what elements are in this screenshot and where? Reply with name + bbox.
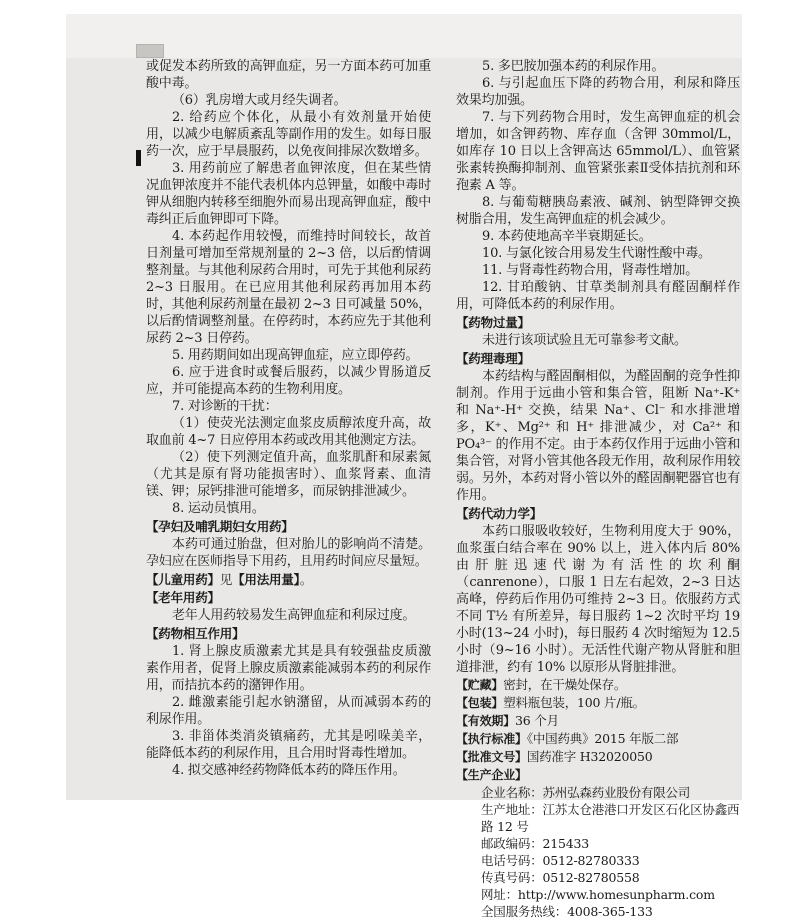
meta-label: 【执行标准】: [456, 732, 527, 746]
heading-text: 见: [219, 572, 233, 587]
paragraph: 本药可通过胎盘，但对胎儿的影响尚不清楚。孕妇应在医师指导下用药，且用药时间应尽量短。: [146, 537, 431, 569]
paragraph: 8. 与葡萄糖胰岛素液、碱剂、钠型降钾交换树脂合用，发生高钾血症的机会减少。: [456, 195, 740, 227]
manufacturer-postcode: 邮政编码：215433: [481, 836, 590, 851]
meta-label: 【有效期】: [456, 714, 516, 728]
top-bleed-strip: [66, 14, 742, 58]
paragraph: 9. 本药使地高辛半衰期延长。: [482, 229, 652, 244]
meta-package: [456, 694, 740, 712]
meta-approval-number: [456, 748, 740, 766]
section-heading: 【药理毒理】: [456, 351, 530, 366]
meta-label: 【批准文号】: [456, 750, 527, 764]
meta-shelf-life: [456, 712, 740, 730]
paragraph: 4. 本药起作用较慢，而维持时间较长，故首日剂量可增加至常规剂量的 2~3 倍，以后酌情调整剂量。与其他利尿药合用时，可先于其他利尿药 2~3 日服用。在已应用其他利尿药再加用本药时，其他利尿药剂量在最初 2~3 日可减量 50%，以后酌情调整剂量。在停药时，本药应先于其他利尿药 2~3 日停药。: [146, 229, 431, 346]
meta-value: 国药准字 H32020050: [526, 749, 653, 764]
paragraph: 7. 与下列药物合用时，发生高钾血症的机会增加，如含钾药物、库存血（含钾 30mmol/L，如库存 10 日以上含钾高达 65mmol/L）、血管紧张素转换酶抑制剂、血管紧张素Ⅱ受体拮抗剂和环孢素 A 等。: [456, 110, 740, 193]
heading-reference: 【用法用量】: [232, 572, 300, 587]
paragraph: 8. 运动员慎用。: [172, 501, 265, 516]
paragraph: 本药口服吸收较好，生物利用度大于 90%，血浆蛋白结合率在 90% 以上，进入体内后 80% 由肝脏迅速代谢为有活性的坎利酮（canrenone），口服 1 日左右起效，2~3 日达高峰，停药后作用仍可维持 2~3 日。依服药方式不同 T½ 有所差异，每日服药 1~2 次时平均 19 小时(13~24 小时)，每日服药 4 次时缩短为 12.5 小时（9~16 小时）。无活性代谢产物从肾脏和胆道排泄，约有 10% 以原形从肾脏排泄。: [456, 524, 740, 675]
section-heading: [146, 571, 431, 588]
meta-label: 【生产企业】: [456, 768, 527, 782]
meta-value: 36 个月: [515, 713, 559, 728]
paragraph: 5. 多巴胺加强本药的利尿作用。: [482, 59, 665, 74]
paragraph: 11. 与肾毒性药物合用，肾毒性增加。: [482, 263, 699, 278]
meta-standard: [456, 730, 740, 748]
manufacturer-hotline: 全国服务热线：4008-365-133: [481, 904, 653, 919]
paragraph: 7. 对诊断的干扰：: [172, 399, 278, 414]
paragraph: 6. 应于进食时或餐后服药，以减少胃肠道反应，并可能提高本药的生物利用度。: [146, 365, 431, 397]
manufacturer-phone: 电话号码：0512-82780333: [481, 853, 640, 868]
heading-label: 【儿童用药】: [146, 572, 220, 587]
paragraph: （1）使荧光法测定血浆皮质醇浓度升高，故取血前 4~7 日应停用本药或改用其他测定方法。: [146, 416, 431, 448]
paragraph: 未进行该项试验且无可靠参考文献。: [482, 333, 687, 348]
paragraph: 12. 甘珀酸钠、甘草类制剂具有醛固酮样作用，可降低本药的利尿作用。: [456, 280, 740, 312]
meta-manufacturer-heading: [456, 766, 740, 784]
section-heading: 【孕妇及哺乳期妇女用药】: [146, 519, 294, 534]
paragraph: 2. 雌激素能引起水钠潴留，从而减弱本药的利尿作用。: [146, 695, 431, 727]
section-heading: 【老年用药】: [146, 590, 220, 605]
paragraph: 或促发本药所致的高钾血症，另一方面本药可加重酸中毒。: [146, 59, 431, 91]
section-heading: 【药物过量】: [456, 315, 530, 330]
meta-label: 【包装】: [456, 696, 504, 710]
paragraph: （2）使下列测定值升高，血浆肌酐和尿素氮（尤其是原有肾功能损害时）、血浆肾素、血清镁、钾；尿钙排泄可能增多，而尿钠排泄减少。: [146, 450, 431, 499]
heading-punctuation: 。: [299, 572, 312, 587]
paragraph: 6. 与引起血压下降的药物合用，利尿和降压效果均加强。: [456, 76, 740, 108]
manufacturer-block: [456, 784, 740, 920]
right-column: [456, 58, 740, 920]
paragraph: （6）乳房增大或月经失调者。: [172, 93, 347, 108]
paragraph: 本药结构与醛固酮相似，为醛固酮的竞争性抑制剂。作用于远曲小管和集合管，阻断 Na⁺-K⁺ 和 Na⁺-H⁺ 交换，结果 Na⁺、Cl⁻ 和水排泄增多，K⁺、Mg²⁺ 和 H⁺ 排泄减少，对 Ca²⁺ 和 PO₄³⁻ 的作用不定。由于本药仅作用于远曲小管和集合管，对肾小管其他各段无作用，故利尿作用较弱。另外，本药对肾小管以外的醛固酮靶器官也有作用。: [456, 369, 740, 503]
paragraph: 5. 用药期间如出现高钾血症，应立即停药。: [172, 348, 419, 363]
meta-storage: [456, 676, 740, 694]
left-column: [146, 58, 431, 779]
left-edge-mark: [136, 150, 141, 166]
meta-value: 《中国药典》2015 年版二部: [526, 731, 679, 746]
meta-label: 【贮藏】: [456, 678, 504, 692]
meta-value: 密封，在干燥处保存。: [503, 677, 627, 692]
manufacturer-website: 网址：http://www.homesunpharm.com: [481, 887, 715, 902]
paragraph: 4. 拟交感神经药物降低本药的降压作用。: [172, 763, 406, 778]
manufacturer-address: 生产地址：江苏太仓港港口开发区石化区协鑫西路 12 号: [481, 802, 740, 834]
meta-value: 塑料瓶包装，100 片/瓶。: [503, 695, 645, 710]
bleed-through-mark: [136, 44, 164, 58]
paragraph: 10. 与氯化铵合用易发生代谢性酸中毒。: [482, 246, 711, 261]
paragraph: 3. 用药前应了解患者血钾浓度，但在某些情况血钾浓度并不能代表机体内总钾量，如酸中毒时钾从细胞内转移至细胞外而易出现高钾血症，酸中毒纠正后血钾即可下降。: [146, 161, 431, 227]
paragraph: 2. 给药应个体化，从最小有效剂量开始使用，以减少电解质紊乱等副作用的发生。如每日服药一次，应于早晨服药，以免夜间排尿次数增多。: [146, 110, 431, 159]
paragraph: 老年人用药较易发生高钾血症和利尿过度。: [172, 608, 416, 623]
section-heading: 【药代动力学】: [456, 506, 543, 521]
paragraph: 1. 肾上腺皮质激素尤其是具有较强盐皮质激素作用者，促肾上腺皮质激素能减弱本药的利尿作用，而拮抗本药的潴钾作用。: [146, 644, 431, 693]
manufacturer-name: 企业名称：苏州弘森药业股份有限公司: [481, 785, 691, 800]
paragraph: 3. 非甾体类消炎镇痛药，尤其是吲哚美辛，能降低本药的利尿作用，且合用时肾毒性增加。: [146, 729, 431, 761]
manufacturer-fax: 传真号码：0512-82780558: [481, 870, 640, 885]
section-heading: 【药物相互作用】: [146, 626, 245, 641]
